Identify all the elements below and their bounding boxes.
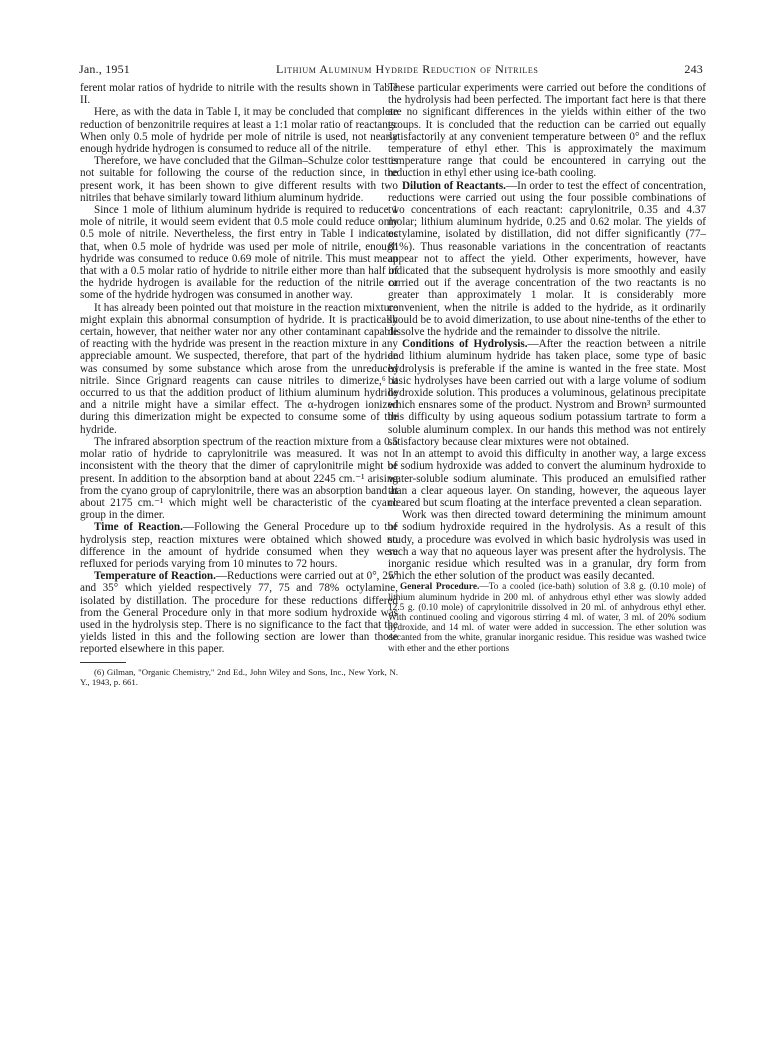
header-title: Lithium Aluminum Hydride Reduction of Nitriles (276, 62, 539, 76)
page-number: 243 (684, 62, 703, 76)
paragraph-temperature-of-reaction (80, 570, 398, 655)
paragraph-text: —Reductions were carried out at 0°, 25° and 35° which yielded respectively 77, 75 and 78% octylamine, isolated by distillation. The procedure for these reductions differed from the General Procedure only in that more sodium hydroxide was used in the hydrolysis step. There is no significance to the fact that the yields listed in this and the following section are lower than those reported elsewhere in this paper. (80, 570, 398, 656)
header-date: Jan., 1951 (79, 62, 130, 76)
left-column (80, 82, 398, 687)
paragraph-general-procedure (388, 582, 706, 653)
paragraph-time-of-reaction (80, 521, 398, 570)
paragraph-text: —To a cooled (ice-bath) solution of 3.8 g. (0.10 mole) of lithium aluminum hydride in 200 ml. of anhydrous ethyl ether was slowly added 12.5 g. (0.10 mole) of caprylonitrile dissolved in 20 ml. of anhydrous ethyl ether. With continued cooling and vigorous stirring 4 ml. of water, 3 ml. of 20% sodium hydroxide, and 14 ml. of water were added in succession. The ether solution was decanted from the white, granular inorganic residue. This residue was washed twice with ether and the ether portions (388, 582, 706, 654)
footnote: (6) Gilman, "Organic Chemistry," 2nd Ed., John Wiley and Sons, Inc., New York, N. Y., 1943, p. 661. (80, 666, 398, 687)
paragraph-text: —In order to test the effect of concentration, reductions were carried out using the four possible combinations of two concentrations of each reactant: caprylonitrile, 0.35 and 4.37 molar; lithium aluminum hydride, 0.25 and 0.62 molar. The yields of octylamine, isolated by distillation, did not differ significantly (77–81%). Thus reasonable variations in the concentration of reactants appear not to affect the yield. Other experiments, however, have indicated that the subsequent hydrolysis is more smoothly and easily carried out if the average concentration of the two reactants is no greater than approximately 1 molar. It is considerably more convenient, when the nitrile is added to the hydride, as it ordinarily should be to avoid dimerization, to use about nine-tenths of the ether to dissolve the hydride and the remainder to dissolve the nitrile. (388, 179, 706, 339)
footnote-rule (80, 662, 126, 663)
paragraph: Therefore, we have concluded that the Gilman–Schulze color test is not suitable for following the course of the reduction since, in the present work, it has been shown to give different results with two nitriles that behave similarly toward lithium aluminum hydride. (80, 155, 398, 204)
section-heading: General Procedure. (400, 582, 480, 593)
paragraph: These particular experiments were carried out before the conditions of the hydrolysis had been perfected. The important fact here is that there are no significant differences in the yields within either of the two groups. It is concluded that the reduction can be carried out equally satisfactorily at any convenient temperature between 0° and the reflux temperature of ethyl ether. This is approximately the maximum temperature range that could be encountered in carrying out the reduction in ethyl ether using ice-bath cooling. (388, 82, 706, 180)
section-heading: Temperature of Reaction. (94, 570, 216, 583)
paragraph: The infrared absorption spectrum of the reaction mixture from a 0.5 molar ratio of hydride to caprylonitrile was measured. It was not inconsistent with the theory that the dimer of caprylonitrile might be present. In addition to the absorption band at about 2245 cm.⁻¹ arising from the cyano group of caprylonitrile, there was an absorption band at about 2175 cm.⁻¹ which might well be characteristic of the cyano group in the dimer. (80, 435, 398, 522)
paragraph-text: —Following the General Procedure up to the hydrolysis step, reaction mixtures were obtained which showed no difference in the amount of hydride consumed when they were refluxed for periods varying from 10 minutes to 72 hours. (80, 521, 398, 570)
paragraph: Here, as with the data in Table I, it may be concluded that complete reduction of benzonitrile requires at least a 1:1 molar ratio of reactants. When only 0.5 mole of hydride per mole of nitrile is used, not nearly enough hydride hydrogen is consumed to reduce all of the nitrile. (80, 106, 398, 156)
paragraph: Since 1 mole of lithium aluminum hydride is required to reduce 1 mole of nitrile, it would seem evident that 0.5 mole could reduce only 0.5 mole of nitrile. Nevertheless, the first entry in Table I indicates that, when 0.5 mole of hydride was used per mole of nitrile, enough hydride was consumed to reduce 0.69 mole of nitrile. This must mean that with a 0.5 molar ratio of hydride to nitrile either more than half of the hydride hydrogen is available for the reduction of the nitrile or some of the hydride hydrogen was consumed in another way. (80, 204, 398, 302)
section-heading: Conditions of Hydrolysis. (402, 338, 528, 351)
paragraph-dilution-of-reactants (388, 180, 706, 339)
right-column (388, 82, 706, 654)
section-heading: Time of Reaction. (94, 521, 183, 534)
section-heading: Dilution of Reactants. (402, 179, 506, 192)
experimental-section (388, 582, 706, 653)
running-header (79, 62, 703, 78)
paragraph: In an attempt to avoid this difficulty in another way, a large excess of sodium hydroxide was added to convert the aluminum hydroxide to water-soluble sodium aluminate. This produced an emulsified rather than a clear aqueous layer. On standing, however, the aqueous layer cleared but scum floating at the interface prevented a clean separation. (388, 448, 706, 509)
paragraph-text: —After the reaction between a nitrile and lithium aluminum hydride has taken place, some type of basic hydrolysis is preferable if the amine is wanted in the free state. Most basic hydrolyses have been carried out with a large volume of sodium hydroxide solution. This produces a voluminous, gelatinous precipitate which ensnares some of the product. Nystrom and Brown³ surmounted this difficulty by using aqueous sodium potassium tartrate to form a soluble aluminum complex. In our hands this method was not entirely satisfactory because clear mixtures were not obtained. (388, 338, 706, 448)
paragraph: ferent molar ratios of hydride to nitrile with the results shown in Table II. (80, 82, 398, 107)
paragraph-conditions-of-hydrolysis (388, 338, 706, 448)
paragraph: Work was then directed toward determining the minimum amount of sodium hydroxide required in the hydrolysis. As a result of this study, a procedure was evolved in which basic hydrolysis was used in such a way that no aqueous layer was present after the hydrolysis. The inorganic residue which resulted was in a granular, dry form from which the ether solution of the product was easily decanted. (388, 509, 706, 583)
paragraph: It has already been pointed out that moisture in the reaction mixture might explain this abnormal consumption of hydride. It is practically certain, however, that neither water nor any other contaminant capable of reacting with the hydride was present in the reaction mixture in any appreciable amount. We suspected, therefore, that part of the hydride was consumed by some substance which arose from the unreduced nitrile. Since Grignard reagents can cause nitriles to dimerize,⁶ it occurred to us that the addition product of lithium aluminum hydride and a nitrile might have a similar effect. The α-hydrogen ionized during this dimerization might be expected to consume some of the hydride. (80, 301, 398, 436)
